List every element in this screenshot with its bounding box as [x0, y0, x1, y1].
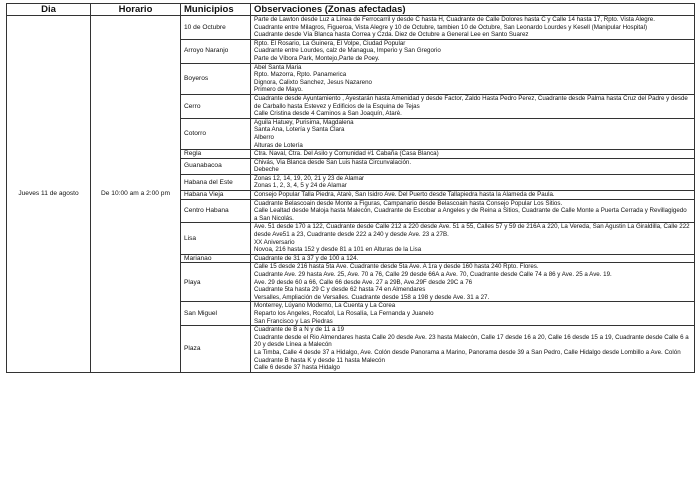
- municipality-cell: Boyeros: [181, 63, 251, 94]
- observation-line: Ctra. Naval, Ctra. Del Asilo y Comunidad #1 Cabaña (Casa Blanca): [254, 150, 439, 158]
- observation-line: San Francisco y Las Piedras: [254, 317, 333, 325]
- observation-line: Cuadrante de B a N y de 11 a 19: [254, 326, 345, 334]
- municipality-cell: Guanabacoa: [181, 158, 251, 174]
- municipality-cell: Centro Habana: [181, 199, 251, 223]
- observation-line: Cuadrante desde Ayuntamiento , Ayestarán hasta Amenidad y desde Factor, Zaldo Hasta Pedro Perez, Cuadrante desde Palma hasta Cruz del Padre y desde de Carballo hasta Estevez y Edificios de la Esquina de Tejas: [254, 94, 688, 110]
- municipality-cell: 10 de Octubre: [181, 16, 251, 40]
- observations-cell: [251, 174, 695, 190]
- header-dia: Dia: [7, 4, 91, 16]
- observation-line: Debeche: [254, 166, 279, 174]
- observations-cell: [251, 158, 695, 174]
- municipality-cell: Playa: [181, 263, 251, 302]
- municipality-cell: San Miguel: [181, 302, 251, 326]
- header-observaciones: Observaciones (Zonas afectadas): [251, 4, 695, 16]
- observations-cell: [251, 326, 695, 373]
- observation-line: Cuadrante entre Milagros, Figueroa, Vista Alegre y 10 de Octubre, tambien 10 de Octubre, San Leonardo Lourdes y Kesell (Manipular Hospital): [254, 23, 648, 31]
- observations-cell: [251, 263, 695, 302]
- observations-cell: [251, 118, 695, 149]
- observation-line: Dignora, Calixto Sanchez, Jesus Nazareno: [254, 78, 372, 86]
- observation-line: Abel Santa Maria: [254, 63, 302, 71]
- outage-table: [6, 3, 695, 373]
- observation-line: Reparto los Angeles, Rocafol, La Rosalía, La Fernanda y Juanelo: [254, 309, 434, 317]
- observation-line: Calle Lealtad desde Maloja hasta Malecón, Cuadrante de Escobar a Angeles y de Reina a Sitios, Cuadrante de Calle Monte a Puerta Cerrada y Revillagigedo a San Nicolás.: [254, 207, 687, 222]
- observation-line: Calle Cristina desde 4 Caminos a San Joaquín, Atarè.: [254, 110, 402, 118]
- observation-line: XX Aniversario: [254, 238, 295, 246]
- observations-cell: [251, 16, 695, 40]
- municipality-cell: Plaza: [181, 326, 251, 373]
- day-cell: Jueves 11 de agosto: [7, 16, 91, 373]
- observation-line: Cuadrante B hasta K y desde 11 hasta Malecón: [254, 356, 385, 364]
- observation-line: Monterrey, Lúyano Moderno, La Cuenta y La Corea: [254, 302, 396, 310]
- observations-cell: [251, 199, 695, 223]
- observation-line: Calle 15 desde 216 hasta 5ta Ave. Cuadrante desde 5ta Ave. A 1ra y desde 160 hasta 240 Rpto. Flores.: [254, 263, 539, 271]
- observations-cell: [251, 223, 695, 254]
- observation-line: Cuadrante desde Vía Blanca hasta Correa y Czda. Diez de Octubre a General Lee en Santo Suarez: [254, 31, 529, 39]
- observation-line: Cuadrante 5ta hasta 29 C y desde 62 hasta 74 en Almendares: [254, 286, 426, 294]
- observation-line: Primero de Mayo.: [254, 86, 303, 94]
- municipality-cell: Cerro: [181, 94, 251, 118]
- municipality-cell: Habana Vieja: [181, 191, 251, 200]
- observation-line: Ave. 29 desde 60 a 66, Calle 66 desde Ave. 27 a 29B, Ave.29F desde 29C a 76: [254, 278, 473, 286]
- municipality-cell: Cotorro: [181, 118, 251, 149]
- municipality-cell: Habana del Este: [181, 174, 251, 190]
- observation-line: Alturas de Lotería: [254, 141, 303, 149]
- table-row: [7, 16, 695, 40]
- municipality-cell: Regla: [181, 150, 251, 159]
- observations-cell: [251, 254, 695, 263]
- observation-line: Cuadrante entre Lourdes, calz de Managua, Imperio y San Gregorio: [254, 47, 441, 55]
- observation-line: Zonas 12, 14, 19, 20, 21 y 23 de Alamar: [254, 174, 365, 182]
- observation-line: Cuadrante de 31 a 37 y de 100 a 124.: [254, 254, 359, 262]
- municipality-cell: Arroyo Naranjo: [181, 39, 251, 63]
- observation-line: Cuadrante Ave. 29 hasta Ave. 25, Ave. 70 a 76, Calle 29 desde 66A a Ave. 70, Cuadrante desde Calle 74 a 86 y Ave. 25 a Ave. 19.: [254, 271, 612, 278]
- observation-line: Cuadrante Belascoain desde Monte a Figuras, Campanario desde Belascoain hasta Consejo Popular Los Sitios.: [254, 199, 563, 207]
- municipality-cell: Lisa: [181, 223, 251, 254]
- observation-line: Rpto. Mazorra, Rpto. Panamerica: [254, 71, 347, 79]
- table-body: [7, 16, 695, 373]
- outage-schedule-sheet: [6, 3, 694, 373]
- observation-line: Parte de Lawton desde Luz a Línea de Ferrocarril y desde C hasta H, Cuadrante de Calle Dolores hasta C y Calle 14 hasta 17, Rpto. Vista Alegre.: [254, 16, 655, 23]
- observation-line: Versalles, Ampliación de Versalles. Cuadrante desde 158 a 198 y desde Ave. 31 a 27.: [254, 293, 490, 301]
- observation-line: Zonas 1, 2, 3, 4, 5 y 24 de Alamar: [254, 182, 347, 190]
- observation-line: La Timba, Calle 4 desde 37 a Hidalgo, Ave. Colón desde Panorama a Marino, Panorama desde 39 a San Pedro, Calle Hidalgo desde Lombillo a Ave. Colón: [254, 348, 681, 356]
- header-horario: Horario: [91, 4, 181, 16]
- observations-cell: [251, 302, 695, 326]
- observations-cell: [251, 191, 695, 200]
- header-municipios: Municipios: [181, 4, 251, 16]
- header-row: [7, 4, 695, 16]
- observation-line: Rpto. El Rosario, La Guinera, El Volpe, Ciudad Popular: [254, 39, 406, 47]
- observation-line: Novoa, 216 hasta 152 y desde 81 a 101 en Alturas de la Lisa: [254, 246, 422, 254]
- observations-cell: [251, 63, 695, 94]
- observations-cell: [251, 94, 695, 118]
- observations-cell: [251, 39, 695, 63]
- observation-line: Chivás, Via Blanca desde San Luis hasta Circunvalación.: [254, 158, 412, 166]
- observation-line: Calle 6 desde 37 hasta Hidalgo: [254, 364, 340, 372]
- time-cell: De 10:00 am a 2:00 pm: [91, 16, 181, 373]
- observations-cell: [251, 150, 695, 159]
- observation-line: Cuadrante desde el Rio Almendares hasta Calle 20 desde Ave. 23 hasta Malecón, Calle 17 desde 16 a 20, Calle 16 desde 15 a 19, Cuadrante desde Calle 6 a 20 y desde Línea a Malecón: [254, 333, 689, 349]
- observation-line: Consejo Popular Talla Piedra, Atarè, San Isidro Ave. Del Puerto desde Tallapiedra hasta la Alameda de Paula.: [254, 191, 555, 199]
- observation-line: Parte de Víbora Park, Montejo,Parte de Poey.: [254, 54, 380, 62]
- municipality-cell: Marianao: [181, 254, 251, 263]
- observation-line: Alberro: [254, 133, 274, 141]
- observation-line: Aguila Hatuey, Purisima, Magdalena: [254, 118, 354, 126]
- observation-line: Ave. 51 desde 170 a 122, Cuadrante desde Calle 212 a 220 desde Ave. 51 a 55, Calles 57 y 59 de 216A a 220, La Vereda, San Agustin La Giraldilla, Calle 222 desde Ave51 a 23, Cuadrante desde 222 a 240 y desde Ave. 23 a 27B.: [254, 223, 690, 239]
- observation-line: Santa Ana, Lotería y Santa Clara: [254, 126, 345, 134]
